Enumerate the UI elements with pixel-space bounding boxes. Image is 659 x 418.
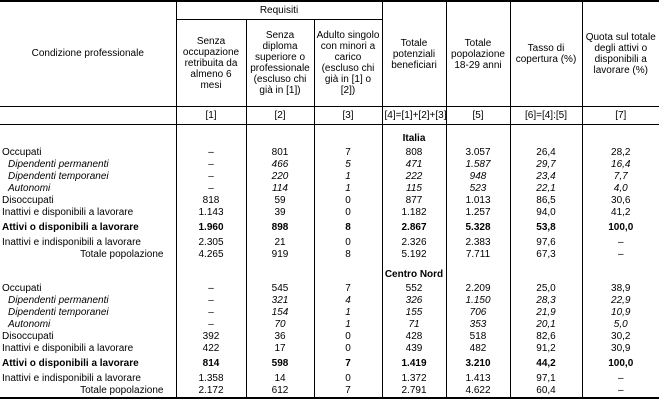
section-spacer: [0, 261, 176, 283]
ref-2: [2]: [246, 107, 314, 125]
ref-4: [4]=[1]+[2]+[3]: [382, 107, 446, 125]
row-label: Dipendenti permanenti: [0, 295, 176, 307]
row-value: 97,6: [510, 234, 582, 249]
row-value: 706: [446, 307, 510, 319]
section-spacer: [446, 125, 510, 148]
header-col7: Quota sul totale degli attivi o disponibili a lavorare (%): [582, 1, 659, 107]
table-row: [0, 249, 659, 261]
row-value: 7.711: [446, 249, 510, 261]
table-row: [0, 307, 659, 319]
row-label: Autonomi: [0, 319, 176, 331]
row-value: –: [176, 147, 246, 159]
row-value: 466: [246, 159, 314, 171]
ref-7: [7]: [582, 107, 659, 125]
row-value: 1.413: [446, 370, 510, 385]
row-value: –: [582, 385, 659, 398]
section-spacer: [446, 261, 510, 283]
row-value: 36: [246, 331, 314, 343]
section-spacer: [314, 261, 382, 283]
row-value: 392: [176, 331, 246, 343]
header-col4: Totale potenziali beneficiari: [382, 1, 446, 107]
row-value: 523: [446, 183, 510, 195]
header-col3: Adulto singolo con minori a carico (escluso chi già in [1] o [2]): [314, 20, 382, 107]
row-label: Disoccupati: [0, 195, 176, 207]
row-value: 86,5: [510, 195, 582, 207]
row-value: 818: [176, 195, 246, 207]
row-value: 28,2: [611, 147, 631, 158]
row-value: 97,1: [510, 370, 582, 385]
row-value: 67,3: [510, 249, 582, 261]
row-value: 0: [314, 234, 382, 249]
row-value: 5.328: [446, 219, 510, 234]
row-value: 518: [446, 331, 510, 343]
row-value: 0: [314, 207, 382, 219]
row-value: 70: [246, 319, 314, 331]
ref-1: [1]: [176, 107, 246, 125]
row-value: 1.143: [176, 207, 246, 219]
section-header: [0, 261, 659, 283]
row-value: 16,4: [611, 159, 631, 170]
row-value: 22,9: [611, 295, 631, 306]
row-value: 2.867: [382, 219, 446, 234]
row-value: –: [617, 249, 624, 260]
table-row: [0, 283, 659, 295]
ref-6: [6]=[4]:[5]: [510, 107, 582, 125]
header-col5: Totale popolazione 18-29 anni: [446, 1, 510, 107]
table-row: [0, 319, 659, 331]
table-row: [0, 183, 659, 195]
row-value: 801: [246, 147, 314, 159]
row-value: 5: [314, 159, 382, 171]
row-label: Disoccupati: [0, 331, 176, 343]
row-label: Inattivi e disponibili a lavorare: [0, 343, 176, 355]
row-value: 25,0: [510, 283, 582, 295]
section-spacer: [176, 261, 246, 283]
row-value: 482: [446, 343, 510, 355]
row-value: –: [617, 237, 624, 248]
row-value: 8: [314, 249, 382, 261]
row-label: Occupati: [0, 283, 176, 295]
row-value: 7: [314, 147, 382, 159]
row-value: 14: [246, 370, 314, 385]
row-value: 53,8: [510, 219, 582, 234]
row-value: 1: [314, 183, 382, 195]
row-value: 1: [314, 307, 382, 319]
row-value: 4.265: [176, 249, 246, 261]
row-value: 321: [246, 295, 314, 307]
row-value: 428: [382, 331, 446, 343]
ref-5: [5]: [446, 107, 510, 125]
row-value: 82,6: [510, 331, 582, 343]
row-value: 919: [246, 249, 314, 261]
row-value: 439: [382, 343, 446, 355]
row-value: 28,3: [510, 295, 582, 307]
row-value: –: [176, 183, 246, 195]
row-value: 21,9: [510, 307, 582, 319]
row-value: 2.305: [176, 234, 246, 249]
row-value: 30,2: [611, 331, 631, 342]
table-row: [0, 370, 659, 385]
section-spacer: [246, 125, 314, 148]
row-value: 26,4: [510, 147, 582, 159]
row-value: 20,1: [510, 319, 582, 331]
table-row: [0, 219, 659, 234]
row-value: 44,2: [510, 355, 582, 370]
row-value: 2.209: [446, 283, 510, 295]
row-value: 7,7: [613, 171, 628, 182]
row-value: –: [176, 159, 246, 171]
ref-3: [3]: [314, 107, 382, 125]
row-value: 471: [382, 159, 446, 171]
ref-empty: [0, 107, 176, 125]
row-value: –: [617, 373, 624, 384]
row-value: 0: [314, 331, 382, 343]
row-value: 2.172: [176, 385, 246, 398]
row-value: 598: [246, 355, 314, 370]
row-value: 41,2: [611, 207, 631, 218]
header-col2: Senza diploma superiore o professionale (escluso chi già in [1]): [246, 20, 314, 107]
row-value: 0: [314, 370, 382, 385]
header-condition: Condizione professionale: [0, 1, 176, 107]
row-value: 154: [246, 307, 314, 319]
row-value: 155: [382, 307, 446, 319]
row-value: 30,9: [611, 343, 631, 354]
table-row: [0, 195, 659, 207]
row-value: 23,4: [510, 171, 582, 183]
row-value: 545: [246, 283, 314, 295]
row-value: 2.791: [382, 385, 446, 398]
row-label: Autonomi: [0, 183, 176, 195]
table-row: [0, 234, 659, 249]
row-value: 1.257: [446, 207, 510, 219]
section-spacer: [510, 261, 582, 283]
row-value: 114: [246, 183, 314, 195]
row-value: 7: [314, 283, 382, 295]
row-value: 7: [314, 385, 382, 398]
row-value: 222: [382, 171, 446, 183]
row-value: –: [176, 307, 246, 319]
row-value: 29,7: [510, 159, 582, 171]
header-requisiti: Requisiti: [176, 1, 382, 20]
section-spacer: [176, 125, 246, 148]
row-value: 422: [176, 343, 246, 355]
row-value: 948: [446, 171, 510, 183]
row-value: 1.013: [446, 195, 510, 207]
row-value: 220: [246, 171, 314, 183]
table-row: [0, 355, 659, 370]
row-value: 5.192: [382, 249, 446, 261]
row-value: 814: [176, 355, 246, 370]
row-label: Dipendenti permanenti: [0, 159, 176, 171]
row-value: 1.150: [446, 295, 510, 307]
section-spacer: [582, 125, 659, 148]
row-label: Dipendenti temporanei: [0, 171, 176, 183]
row-value: 4.622: [446, 385, 510, 398]
row-value: 94,0: [510, 207, 582, 219]
row-value: 1.358: [176, 370, 246, 385]
row-label: Inattivi e indisponibili a lavorare: [0, 370, 176, 385]
row-value: 5,0: [613, 319, 628, 330]
row-value: –: [176, 319, 246, 331]
row-value: 4: [314, 295, 382, 307]
header-col6: Tasso di copertura (%): [510, 1, 582, 107]
row-value: 0: [314, 343, 382, 355]
row-value: 1: [314, 171, 382, 183]
row-value: 612: [246, 385, 314, 398]
row-value: 100,0: [608, 358, 634, 369]
row-value: 2.383: [446, 234, 510, 249]
row-value: 22,1: [510, 183, 582, 195]
row-label: Occupati: [0, 147, 176, 159]
row-value: 877: [382, 195, 446, 207]
table-row: [0, 343, 659, 355]
row-value: 39: [246, 207, 314, 219]
row-value: 1.372: [382, 370, 446, 385]
section-spacer: [582, 261, 659, 283]
row-value: 91,2: [510, 343, 582, 355]
row-value: 0: [314, 195, 382, 207]
row-value: 552: [382, 283, 446, 295]
row-value: 115: [382, 183, 446, 195]
row-label: Inattivi e indisponibili a lavorare: [0, 234, 176, 249]
table-row: [0, 171, 659, 183]
row-value: 1: [314, 319, 382, 331]
row-value: 17: [246, 343, 314, 355]
row-value: 4,0: [613, 183, 628, 194]
row-value: 808: [382, 147, 446, 159]
row-value: 3.057: [446, 147, 510, 159]
row-value: –: [176, 283, 246, 295]
row-value: –: [176, 295, 246, 307]
row-value: 100,0: [608, 222, 634, 233]
row-value: 7: [314, 355, 382, 370]
row-value: –: [176, 171, 246, 183]
section-title: Italia: [382, 125, 446, 148]
header-col1: Senza occupazione retribuita da almeno 6 mesi: [176, 20, 246, 107]
row-value: 10,9: [611, 307, 631, 318]
section-spacer: [246, 261, 314, 283]
section-spacer: [0, 125, 176, 148]
row-value: 1.587: [446, 159, 510, 171]
row-value: 898: [246, 219, 314, 234]
row-label: Dipendenti temporanei: [0, 307, 176, 319]
table-row: [0, 385, 659, 398]
row-value: 71: [382, 319, 446, 331]
row-label: Inattivi e disponibili a lavorare: [0, 207, 176, 219]
row-value: 59: [246, 195, 314, 207]
row-label: Attivi o disponibili a lavorare: [0, 219, 176, 234]
table-row: [0, 207, 659, 219]
row-value: 353: [446, 319, 510, 331]
row-value: 8: [314, 219, 382, 234]
table-row: [0, 159, 659, 171]
section-spacer: [314, 125, 382, 148]
table-row: [0, 331, 659, 343]
row-value: 1.960: [176, 219, 246, 234]
row-value: 2.326: [382, 234, 446, 249]
table-row: [0, 147, 659, 159]
row-value: 30,6: [611, 195, 631, 206]
row-value: 60,4: [510, 385, 582, 398]
row-value: 1.419: [382, 355, 446, 370]
row-value: 326: [382, 295, 446, 307]
row-value: 38,9: [611, 283, 631, 294]
row-label: Attivi o disponibili a lavorare: [0, 355, 176, 370]
section-title: Centro Nord: [382, 261, 446, 283]
row-value: 1.182: [382, 207, 446, 219]
section-header: [0, 125, 659, 148]
table-row: [0, 295, 659, 307]
row-label: Totale popolazione: [0, 249, 176, 261]
row-value: 21: [246, 234, 314, 249]
row-label: Totale popolazione: [0, 385, 176, 398]
section-spacer: [510, 125, 582, 148]
row-value: 3.210: [446, 355, 510, 370]
